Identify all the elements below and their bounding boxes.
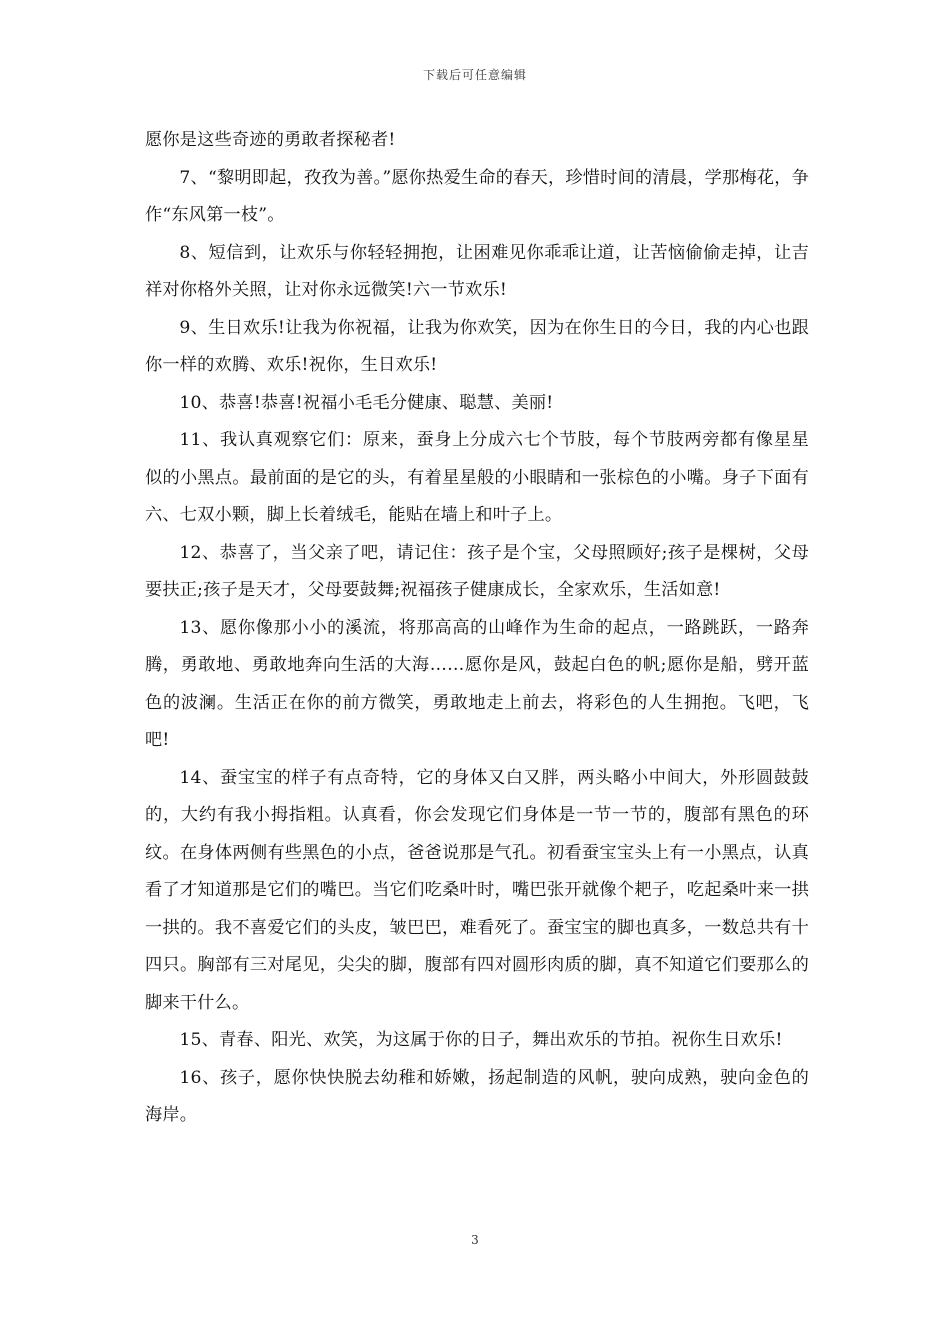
paragraph-12: 12、恭喜了，当父亲了吧，请记住：孩子是个宝，父母照顾好;孩子是棵树，父母要扶正;孩子是天才，父母要鼓舞;祝福孩子健康成长，全家欢乐，生活如意! xyxy=(145,542,809,600)
paragraph-15: 15、青春、阳光、欢笑，为这属于你的日子，舞出欢乐的节拍。祝你生日欢乐! xyxy=(179,1030,783,1050)
paragraph-11: 11、我认真观察它们：原来，蚕身上分成六七个节肢，每个节肢两旁都有像星星似的小黑点。最前面的是它的头，有着星星般的小眼睛和一张棕色的小嘴。身子下面有六、七双小颗，脚上长着绒毛，能贴在墙上和叶子上。 xyxy=(145,430,809,525)
paragraph-9: 9、生日欢乐!让我为你祝福，让我为你欢笑，因为在你生日的今日，我的内心也跟你一样的欢腾、欢乐!祝你，生日欢乐! xyxy=(145,317,809,375)
paragraph-continuation: 愿你是这些奇迹的勇敢者探秘者! xyxy=(145,130,396,150)
page-header: 下载后可任意编辑 xyxy=(422,68,527,82)
page-number: 3 xyxy=(471,1233,479,1247)
paragraph-8: 8、短信到，让欢乐与你轻轻拥抱，让困难见你乖乖让道，让苦恼偷偷走掉，让吉祥对你格外关照，让对你永远微笑!六一节欢乐! xyxy=(145,242,809,300)
paragraph-13: 13、愿你像那小小的溪流，将那高高的山峰作为生命的起点，一路跳跃，一路奔腾，勇敢地、勇敢地奔向生活的大海……愿你是风，鼓起白色的帆;愿你是船，劈开蓝色的波澜。生活正在你的前方微笑，勇敢地走上前去，将彩色的人生拥抱。飞吧，飞吧! xyxy=(145,617,809,750)
paragraph-16: 16、孩子，愿你快快脱去幼稚和娇嫩，扬起制造的风帆，驶向成熟，驶向金色的海岸。 xyxy=(145,1067,809,1125)
paragraph-14: 14、蚕宝宝的样子有点奇特，它的身体又白又胖，两头略小中间大，外形圆鼓鼓的，大约有我小拇指粗。认真看，你会发现它们身体是一节一节的，腹部有黑色的环纹。在身体两侧有些黑色的小点，爸爸说那是气孔。初看蚕宝宝头上有一小黑点，认真看了才知道那是它们的嘴巴。当它们吃桑叶时，嘴巴张开就像个耙子，吃起桑叶来一拱一拱的。我不喜爱它们的头皮，皱巴巴，难看死了。蚕宝宝的脚也真多，一数总共有十四只。胸部有三对尾见，尖尖的脚，腹部有四对圆形肉质的脚，真不知道它们要那么的脚来干什么。 xyxy=(145,767,809,1013)
paragraph-7: 7、“黎明即起，孜孜为善。”愿你热爱生命的春天，珍惜时间的清晨，学那梅花，争作“东风第一枝”。 xyxy=(145,167,809,225)
paragraph-10: 10、恭喜!恭喜!祝福小毛毛分健康、聪慧、美丽! xyxy=(179,392,554,413)
document-body xyxy=(145,122,809,1135)
